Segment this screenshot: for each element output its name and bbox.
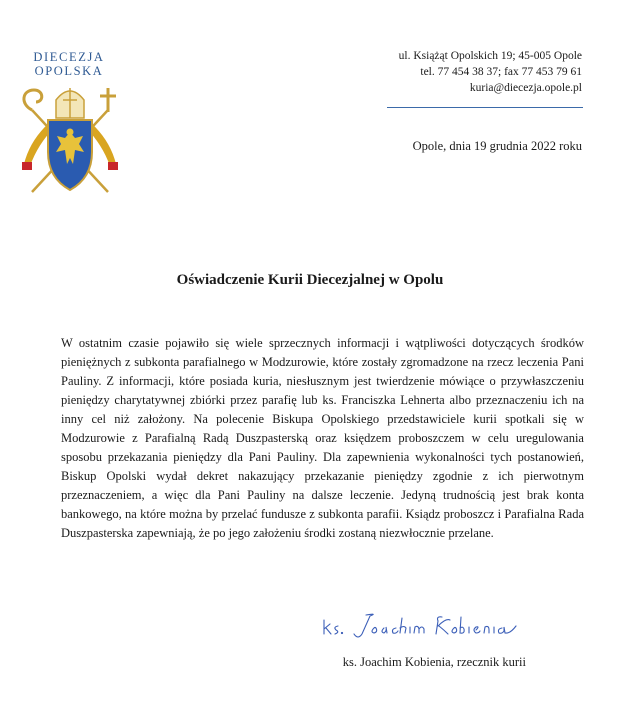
document-title: Oświadczenie Kurii Diecezjalnej w Opolu [176,272,444,288]
letterhead-email: kuria@diecezja.opole.pl [469,82,582,94]
document-body: W ostatnim czasie pojawiło się wiele sprzecznych informacji i wątpliwości dotyczących środków pieniężnych z subkonta parafialnego w Modzurowie, które zostały zgromadzone na rzecz leczenia Pani Pauliny. Z informacji, które posiada kuria, niesłusznym jest twierdzenie mówiące o przywłaszczeniu pieniędzy charytatywnej zbiórki przez parafię lub ks. Franciszka Lehnerta albo przeznaczeniu ich na inny cel niż założony. Na polecenie Biskupa Opolskiego przedstawiciele kurii spotkali się w Modzurowie z Parafialną Radą Duszpasterską oraz księdzem proboszczem w celu uregulowania sposobu przekazania pieniędzy dla Pani Pauliny. Dla zapewnienia wykonalności tych postanowień, Biskup Opolski wydał dekret nakazujący przekazanie pieniędzy zgodnie z ich pierwotnym przeznaczeniem, a więc dla Pani Pauliny na dalsze leczenie. Jedyną trudnością jest brak konta bankowego, na które można by przelać fundusze z subkonta parafii. Ksiądz proboszcz i Parafialna Rada Duszpasterska zapewniają, że po jego założeniu środki zostaną niezwłocznie przelane. [61,336,584,541]
handwritten-signature-icon [318,612,523,642]
diocese-crest-icon [10,82,130,200]
letterhead-phone: tel. 77 454 38 37; fax 77 453 79 61 [420,66,582,78]
letterhead-divider [387,107,583,108]
letterhead-address: ul. Książąt Opolskich 19; 45-005 Opole [398,50,582,62]
place-date: Opole, dnia 19 grudnia 2022 roku [412,139,582,153]
logo-text-line2: OPOLSKA [34,64,104,78]
signer-name: ks. Joachim Kobienia, rzecznik kurii [342,655,526,669]
logo-text-line1: DIECEZJA [33,50,105,64]
